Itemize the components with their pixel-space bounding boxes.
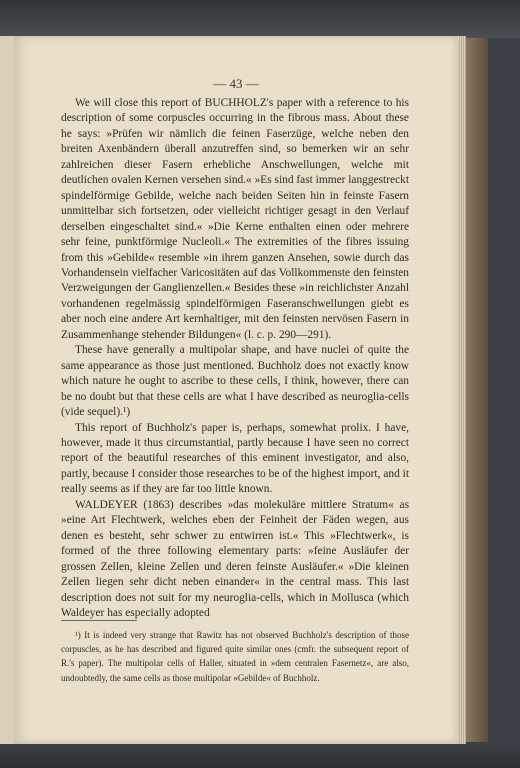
scan-background-bottom — [0, 744, 520, 768]
paragraph-2: These have generally a multipolar shape, and have nuclei of quite the same appearance as those just mentioned. Buchholz does not exactly know which nature he ought to ascribe to these cells, I think, however, there can be no doubt but that these cells are what I have described as neuroglia-cells (vide sequel).¹) — [61, 344, 409, 419]
paragraph-1: We will close this report of BUCHHOLZ's paper with a reference to his description of some corpuscles occurring in the fibrous mass. About these he says: »Prüfen wir nämlich die feinen Faserzüge, welche neben den breiten Axenbändern überall anzutreffen sind, so bemerken wir an sehr zahlreichen dieser Fasern erhebliche Anschwellungen, welche mit deutlichen ovalen Kernen versehen sind.« »Es sind fast immer langgestreckt spindelförmige Gebilde, welche nach beiden Seiten hin in feinste Fasern unmittelbar sich fortsetzen, oder vielleicht richtiger gesagt in den Verlauf derselben eingeschaltet sind.« »Die Kerne enthalten einen oder mehrere sehr feine, punktförmige Nucleoli.« The extremities of the fibres issuing from this »Gebilde« resemble »in ihrem ganzen Ansehen, sowie durch das Vorhandensein vielfacher Varicositäten auf das Vollkommenste den feinsten Verzweigungen der Ganglienzellen.« Besides these »in reichlichster Anzahl vorhandenen regelmässig spindelförmigen Faseranschwellungen giebt es aber noch eine andere Art kernhaltiger, mit den feinsten nervösen Fasern in Zusammenhange stehender Bildungen« (l. c. p. 290—291). — [61, 97, 409, 341]
paragraph-4: WALDEYER (1863) describes »das molekuläre mittlere Stratum« as »eine Art Flechtwerk, welches eben der Feinheit der Fäden wegen, aus denen es besteht, sehr schwer zu entwirren ist.« This »Flechtwerk«, is formed of the three following elementary parts: »feine Ausläufer der grossen Zellen, kleine Zellen und deren feinste Ausläufer.« »Die kleinen Zellen liegen sehr dicht neben einander« in the central mass. This last description does not suit for my neuroglia-cells, which in Mollusca (which Waldeyer has especially adopted — [61, 498, 409, 619]
footnote-divider — [61, 620, 137, 621]
footnote-text: ¹) It is indeed very strange that Rawitz has not observed Buchholz's description of those corpuscles, as he has described and figured quite similar ones (cmfr. the subsequent report of R.'s paper). The multipolar cells of Haller, situated in »dem centralen Fasernetz«, are also, undoubtedly, the same cells as those multipolar »Gebilde« of Buchholz. — [61, 630, 409, 683]
facing-page-edge — [0, 36, 14, 744]
body-text — [61, 96, 409, 621]
footnote — [61, 628, 409, 685]
book-page — [14, 36, 458, 744]
page-number: — 43 — — [213, 76, 259, 91]
scan-background-top — [0, 0, 520, 38]
paragraph-3: This report of Buchholz's paper is, perhaps, somewhat prolix. I have, however, made it thus circumstantial, partly because I have seen no correct report of the beautiful researches of this eminent investigator, and also, partly, because I consider those researches to be of the highest import, and it really seems as if they are far too little known. — [61, 421, 409, 496]
